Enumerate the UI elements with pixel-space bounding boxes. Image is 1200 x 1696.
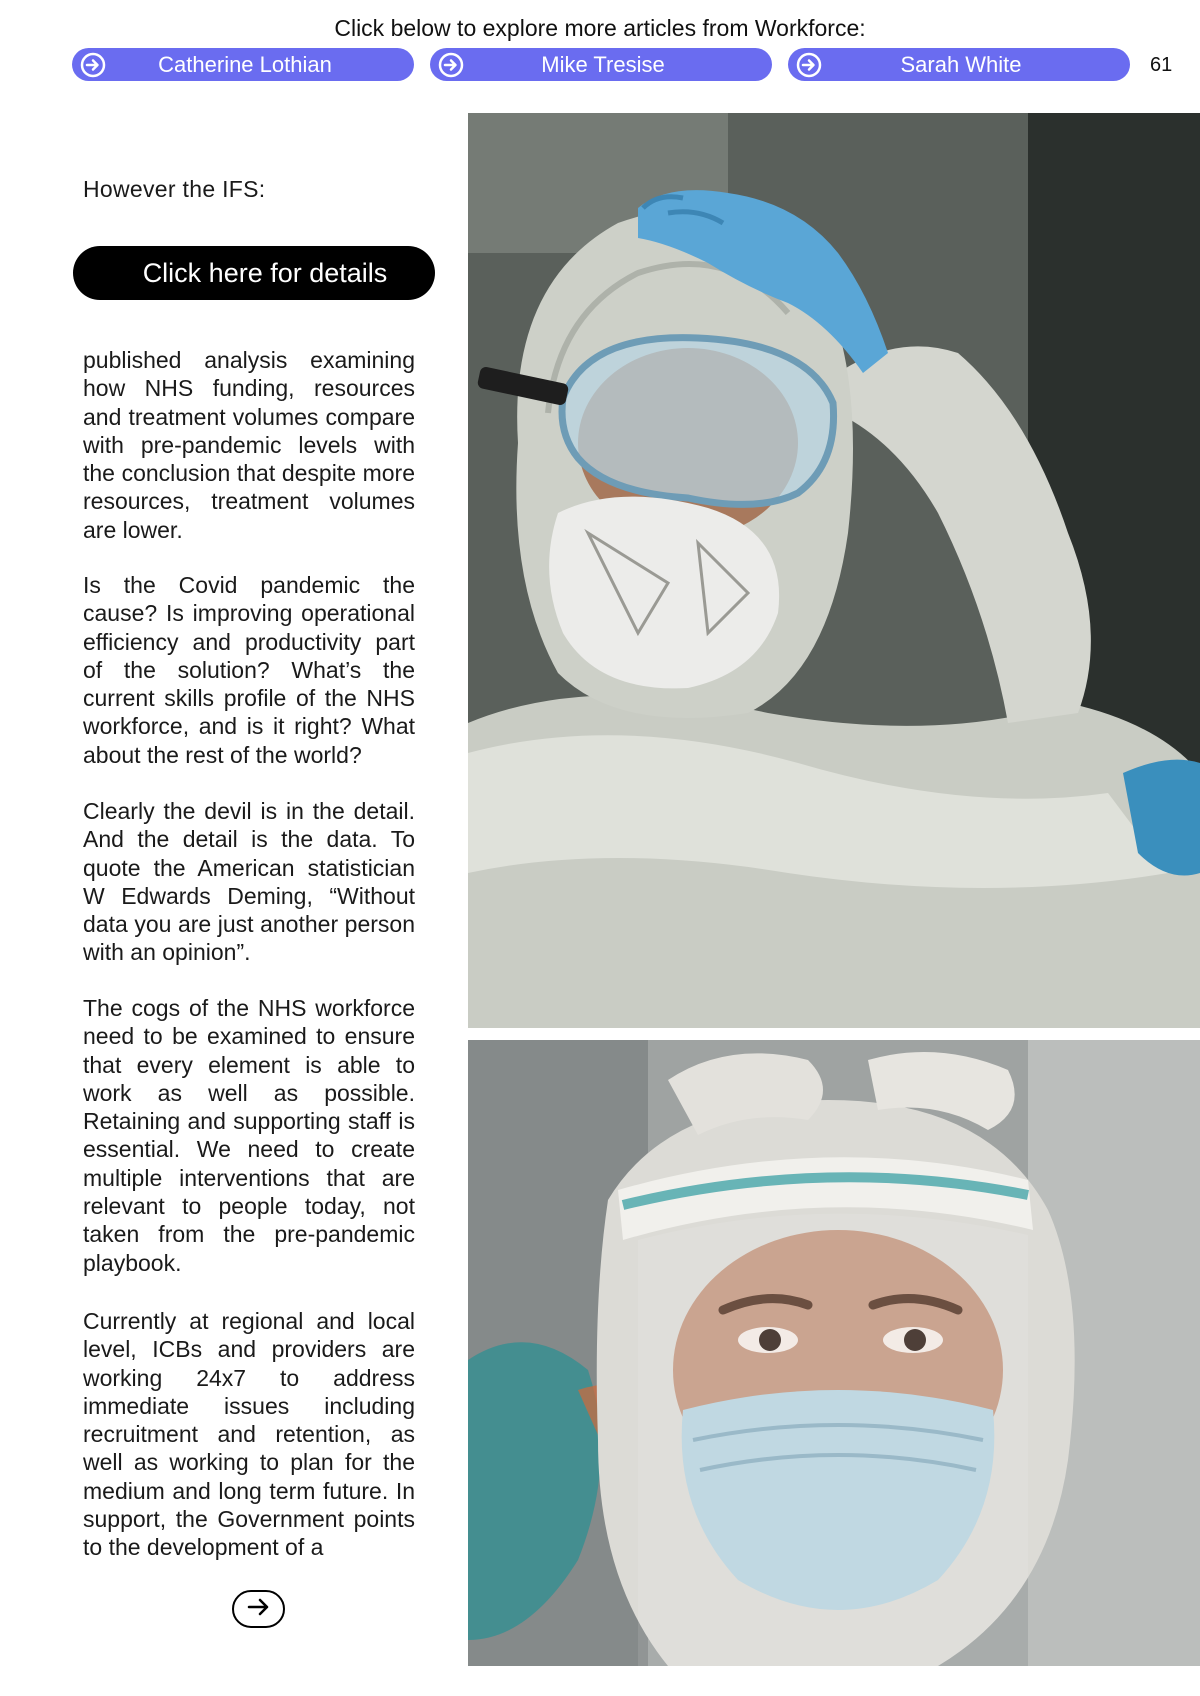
face-shield-worker-photo bbox=[468, 1040, 1200, 1666]
arrow-right-icon bbox=[246, 1597, 272, 1622]
arrow-right-circle-icon bbox=[796, 52, 822, 78]
next-page-button[interactable] bbox=[232, 1590, 285, 1628]
arrow-right-circle-icon bbox=[80, 52, 106, 78]
nav-link-label: Mike Tresise bbox=[541, 51, 665, 77]
nav-link-label: Catherine Lothian bbox=[158, 51, 332, 77]
article-paragraph: The cogs of the NHS workforce need to be examined to ensure that every element is able to work as well as possible. Retaining and supporting staff is essential. We need to create multiple interventions that are relevant to people today, not taken from the pre-pandemic playbook. bbox=[83, 995, 415, 1276]
explore-heading: Click below to explore more articles from Workforce: bbox=[334, 15, 866, 41]
nav-link-label: Sarah White bbox=[900, 51, 1022, 77]
arrow-right-circle-icon bbox=[438, 52, 464, 78]
article-paragraph: Currently at regional and local level, ICBs and providers are working 24x7 to address immediate issues including recruitment and retention, as well as working to plan for the medium and long term future. In support, the Government points to the development of a bbox=[83, 1308, 415, 1561]
details-button[interactable]: Click here for details bbox=[73, 246, 435, 300]
article-paragraph: published analysis examining how NHS funding, resources and treatment volumes compare with pre-pandemic levels with the conclusion that despite more resources, treatment volumes are lower. bbox=[83, 347, 415, 543]
nav-link-sarah-white[interactable] bbox=[788, 48, 1130, 81]
ppe-worker-photo bbox=[468, 113, 1200, 1028]
nav-link-catherine-lothian[interactable] bbox=[72, 48, 414, 81]
page-number: 61 bbox=[1150, 54, 1173, 76]
intro-text: However the IFS: bbox=[83, 176, 266, 202]
nav-link-mike-tresise[interactable] bbox=[430, 48, 772, 81]
article-paragraph: Is the Covid pandemic the cause? Is improving operational efficiency and productivity part of the solution? What’s the current skills profile of the NHS workforce, and is it right? What about the rest of the world? bbox=[83, 572, 415, 768]
article-paragraph: Clearly the devil is in the detail. And the detail is the data. To quote the American statistician W Edwards Deming, “Without data you are just another person with an opinion”. bbox=[83, 798, 415, 966]
